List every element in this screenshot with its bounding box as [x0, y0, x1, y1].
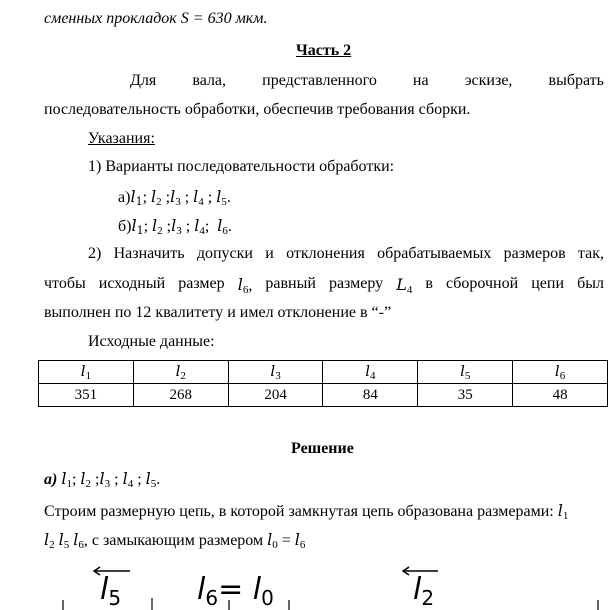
item2-word: Назначить — [113, 245, 185, 262]
variant-b: $б)l_1$; $l_2$ $;l_3$ ; $l_4$; $l_6$. — [118, 216, 232, 237]
table-cell: 351 — [39, 384, 134, 407]
source-label: Исходные данные: — [88, 333, 215, 350]
item2-line-3: выполнен по 12 квалитету и имел отклонение в “-” — [44, 304, 392, 321]
item1-label: 1) Варианты последовательности обработки: — [88, 158, 395, 175]
table-cell: 84 — [323, 384, 418, 407]
chain-text-line-1: Строим размерную цепь, в которой замкнутая цепь образована размерами: $l_1$ — [44, 501, 569, 522]
table-header-cell: $l_4$ — [323, 361, 418, 384]
item2-word: обрабатываемых — [377, 245, 492, 262]
sketch-label-l2: $l_2$ — [413, 572, 435, 610]
sketch-label-l5: $l_5$ — [100, 572, 122, 610]
item2-word: допуски — [196, 245, 253, 262]
table-row — [39, 384, 608, 407]
task-word: представленного — [262, 72, 377, 89]
data-table — [38, 360, 608, 407]
table-header-cell: $l_3$ — [228, 361, 323, 384]
item2-word: так, — [577, 245, 604, 262]
solution-a: а) $l_1$; $l_2$ $;l_3$ ; $l_4$ ; $l_5$. — [44, 469, 161, 490]
table-header-cell: $l_2$ — [133, 361, 228, 384]
task-line-2: последовательность обработки, обеспечив требования сборки. — [44, 101, 471, 118]
solution-heading: Решение — [291, 440, 354, 457]
task-word: эскизе, — [464, 72, 513, 89]
part-heading: Часть 2 — [296, 42, 352, 59]
task-line-1 — [130, 72, 604, 90]
task-word: Для — [130, 72, 157, 89]
table-cell: 204 — [228, 384, 323, 407]
task-word: вала, — [192, 72, 227, 89]
item2-line-1 — [88, 245, 604, 263]
item2-word: размеров — [503, 245, 566, 262]
chain-text-line-2: $l_2$ $l_5$ $l_6$, с замыкающим размером $l_0 = l_6$ — [44, 530, 306, 551]
top-line: сменных прокладок S = 630 мкм. — [44, 10, 268, 27]
table-header-cell: $l_1$ — [39, 361, 134, 384]
chain-sketch — [0, 560, 614, 610]
table-cell: 268 — [133, 384, 228, 407]
table-header-cell: $l_6$ — [513, 361, 608, 384]
variant-a: $а)l_1$; $l_2$ $;l_3$ ; $l_4$ ; $l_5$. — [118, 187, 231, 208]
table-cell: 35 — [418, 384, 513, 407]
sketch-label-l6-l0: $l_6= l_0$ — [197, 572, 274, 610]
instructions-label: Указания: — [88, 130, 155, 147]
item2-word: и — [265, 245, 274, 262]
task-word: на — [412, 72, 429, 89]
table-header-row — [39, 361, 608, 384]
item2-word: 2) — [88, 245, 102, 262]
item2-word: отклонения — [286, 245, 365, 262]
table-cell: 48 — [513, 384, 608, 407]
table-header-cell: $l_5$ — [418, 361, 513, 384]
item2-line-2: чтобы исходный размер $l_6$, равный размеру $L_4$ в сборочной цепи был — [44, 275, 604, 296]
task-word: выбрать — [548, 72, 604, 89]
